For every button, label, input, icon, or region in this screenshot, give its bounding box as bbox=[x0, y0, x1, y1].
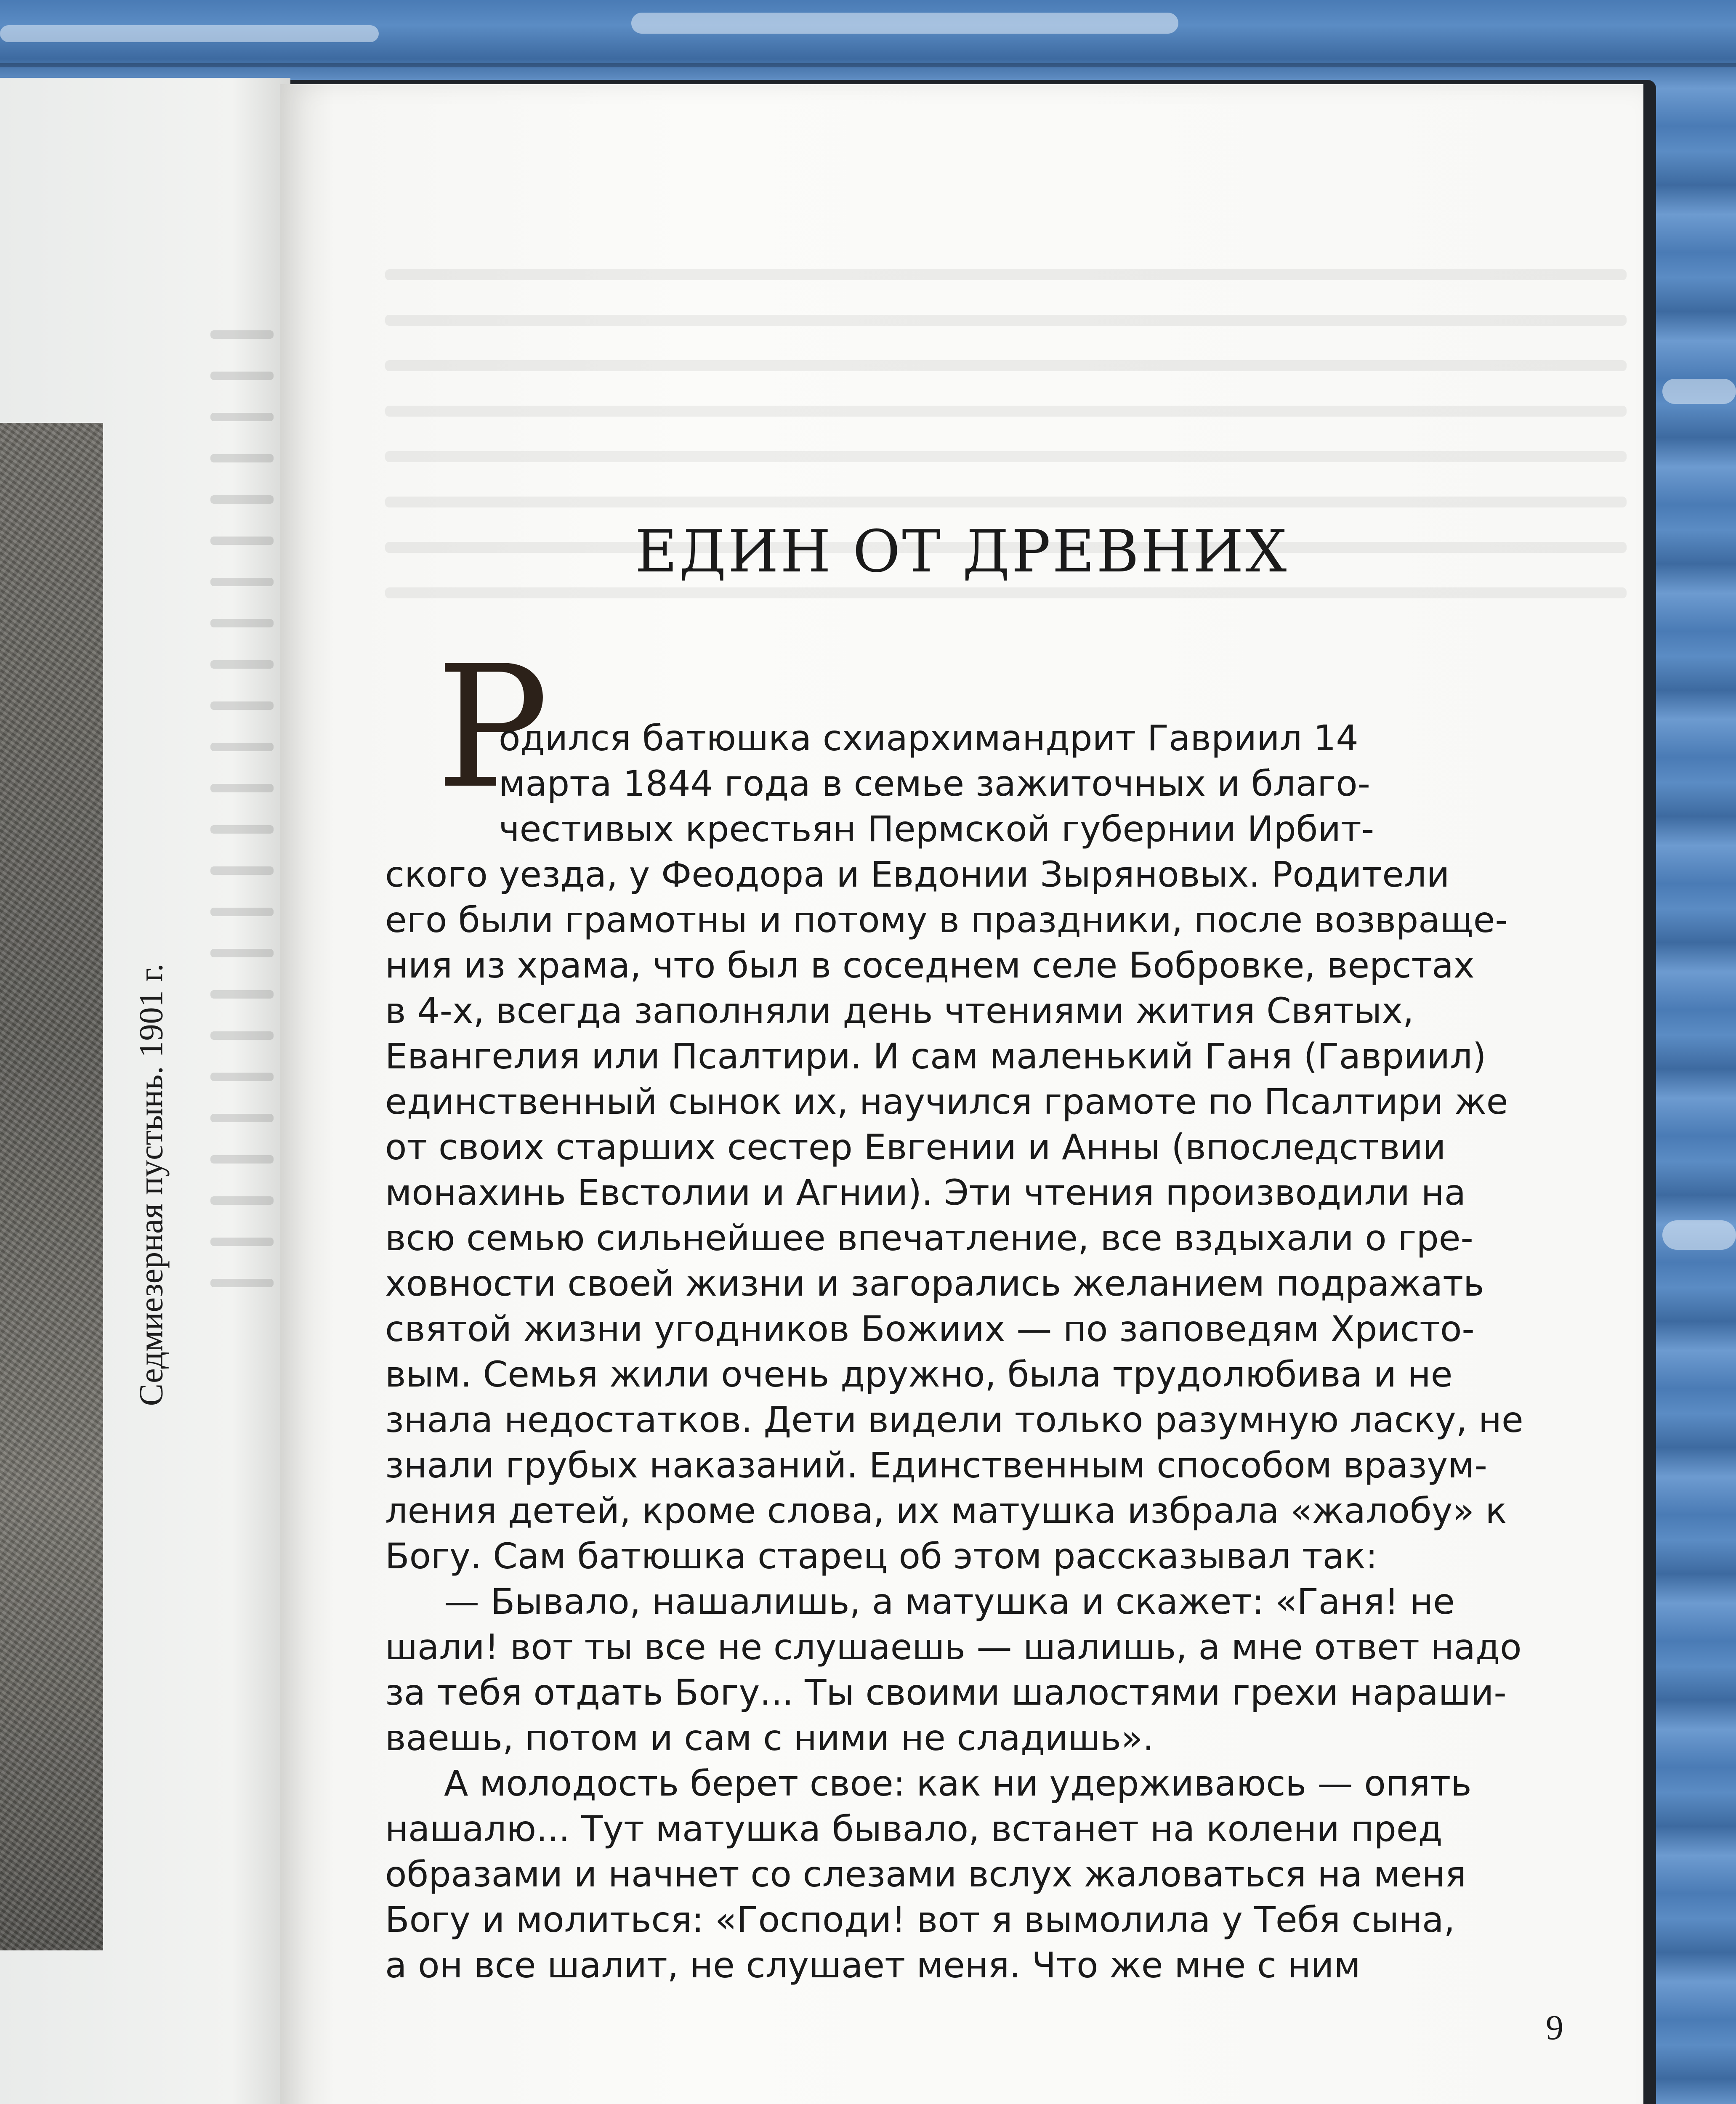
text-line: всю семью сильнейшее впечатление, все вздыхали о гре- bbox=[385, 1217, 1473, 1259]
text-line: святой жизни угодников Божиих — по заповедям Христо- bbox=[385, 1308, 1475, 1350]
text-line: а он все шалит, не слушает меня. Что же мне с ним bbox=[385, 1945, 1361, 1986]
text-line: нашалю... Тут матушка бывало, встанет на колени пред bbox=[385, 1808, 1443, 1849]
text-line: ния из храма, что был в соседнем селе Бобровке, верстах bbox=[385, 945, 1475, 986]
text-line: монахинь Евстолии и Агнии). Эти чтения производили на bbox=[385, 1172, 1466, 1213]
chapter-title: ЕДИН ОТ ДРЕВНИХ bbox=[635, 518, 1289, 585]
paint-streak bbox=[631, 13, 1178, 34]
text-line: А молодость берет свое: как ни удерживаюсь — опять bbox=[444, 1763, 1472, 1804]
text-line: единственный сынок их, научился грамоте по Псалтири же bbox=[385, 1081, 1508, 1122]
text-line: образами и начнет со слезами вслух жаловаться на меня bbox=[385, 1854, 1467, 1895]
text-line: честивых крестьян Пермской губернии Ирбит- bbox=[499, 808, 1374, 850]
text-line: Евангелия или Псалтири. И сам маленький Ганя (Гавриил) bbox=[385, 1036, 1486, 1077]
photo-caption-box bbox=[109, 911, 194, 1458]
text-line: одился батюшка схиархимандрит Гавриил 14 bbox=[499, 717, 1358, 759]
left-page-text-edge bbox=[210, 330, 274, 1761]
text-line: шали! вот ты все не слушаешь — шалишь, а мне ответ надо bbox=[385, 1626, 1522, 1668]
text-line: вым. Семья жили очень дружно, была трудолюбива и не bbox=[385, 1354, 1453, 1395]
photograph bbox=[0, 423, 103, 1950]
right-page bbox=[280, 84, 1643, 2104]
text-line: знали грубых наказаний. Единственным способом вразум- bbox=[385, 1445, 1487, 1486]
text-line: в 4-х, всегда заполняли день чтениями жития Святых, bbox=[385, 990, 1414, 1031]
drop-cap: Р bbox=[436, 630, 549, 826]
text-line: ваешь, потом и сам с ними не сладишь». bbox=[385, 1717, 1154, 1759]
paint-streak bbox=[1662, 1220, 1736, 1250]
text-line: ского уезда, у Феодора и Евдонии Зыряновых. Родители bbox=[385, 854, 1450, 895]
text-line: его были грамотны и потому в праздники, после возвраще- bbox=[385, 899, 1508, 940]
text-line: — Бывало, нашалишь, а матушка и скажет: «Ганя! не bbox=[444, 1581, 1455, 1622]
text-line: ления детей, кроме слова, их матушка избрала «жалобу» к bbox=[385, 1490, 1507, 1531]
left-page bbox=[0, 78, 290, 2104]
text-line: знала недостатков. Дети видели только разумную ласку, не bbox=[385, 1399, 1523, 1440]
text-line: марта 1844 года в семье зажиточных и благо- bbox=[499, 763, 1370, 804]
text-line: от своих старших сестер Евгении и Анны (впоследствии bbox=[385, 1126, 1446, 1168]
text-line: ховности своей жизни и загорались желанием подражать bbox=[385, 1263, 1484, 1304]
page-number: 9 bbox=[1546, 2008, 1563, 2047]
text-line: Богу. Сам батюшка старец об этом рассказывал так: bbox=[385, 1535, 1378, 1577]
paint-streak bbox=[1662, 379, 1736, 404]
text-line: Богу и молиться: «Господи! вот я вымолила у Тебя сына, bbox=[385, 1899, 1455, 1940]
plank-seam bbox=[0, 63, 1736, 67]
text-line: за тебя отдать Богу... Ты своими шалостями грехи нараши- bbox=[385, 1672, 1507, 1713]
body-text bbox=[385, 715, 1547, 1988]
photo-caption: Седмиезерная пустынь. 1901 г. bbox=[133, 963, 170, 1406]
paint-streak bbox=[0, 25, 379, 42]
